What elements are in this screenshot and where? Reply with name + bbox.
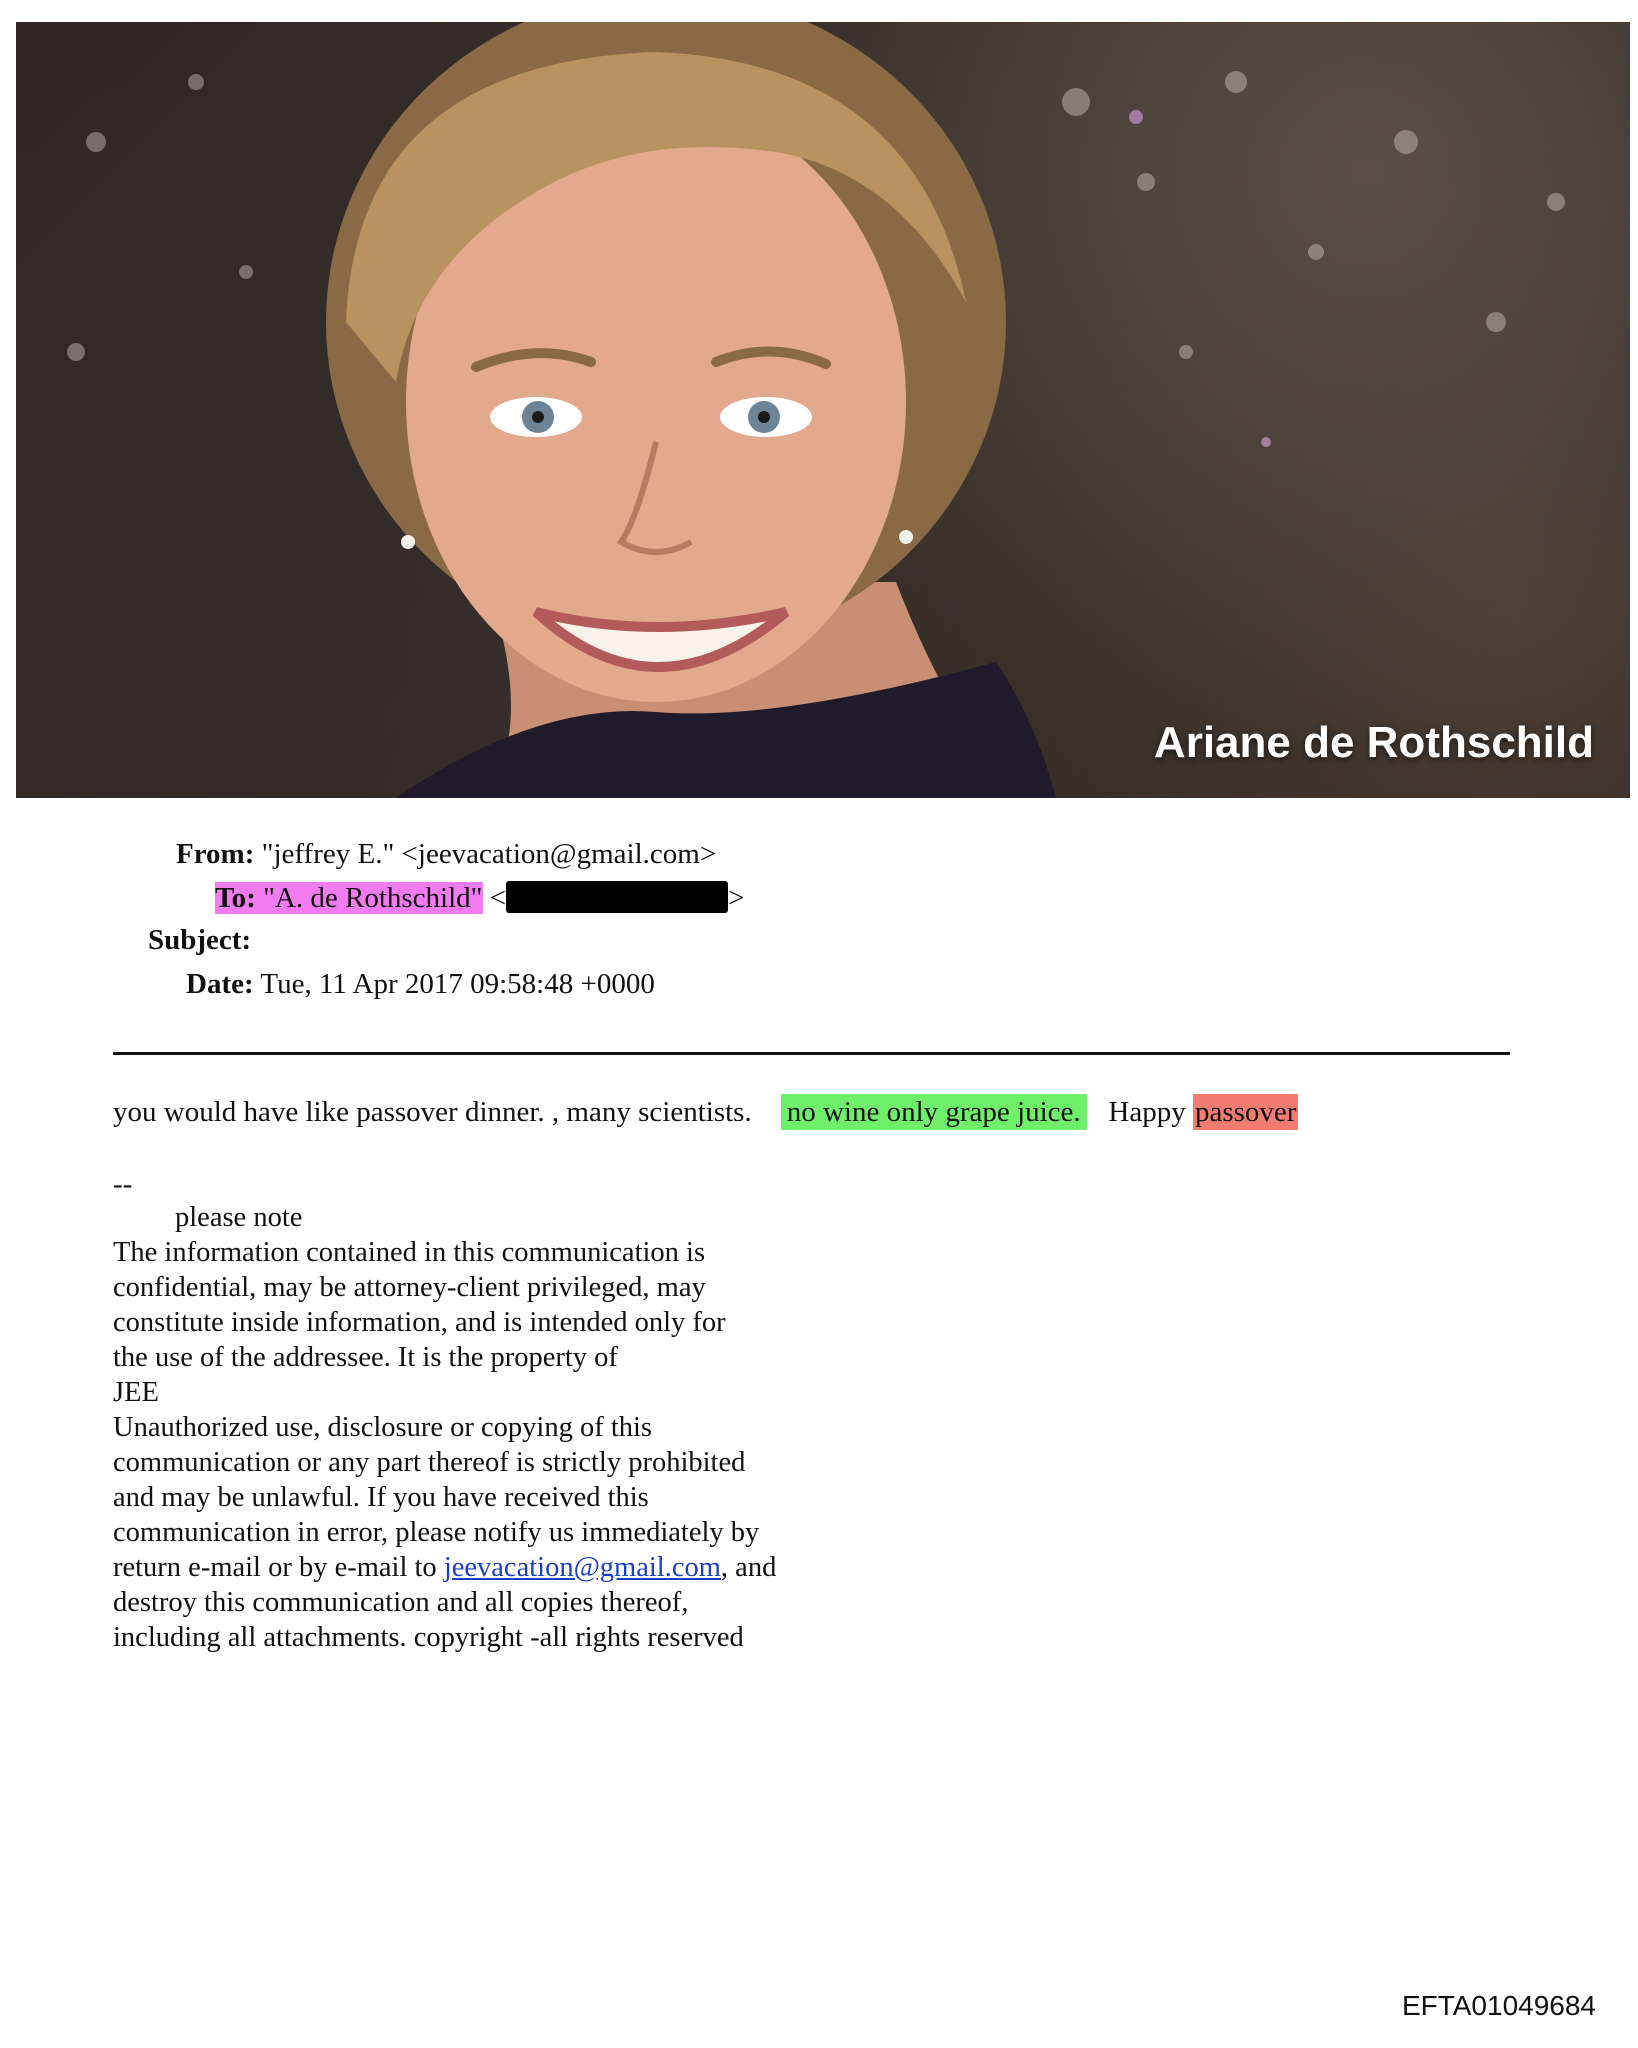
from-row bbox=[176, 838, 716, 871]
to-bracket-close: > bbox=[728, 882, 745, 914]
to-value: "A. de Rothschild" bbox=[263, 882, 483, 914]
portrait-photo bbox=[16, 22, 1630, 798]
signature-separator: -- bbox=[113, 1168, 133, 1200]
document-id: EFTA01049684 bbox=[1401, 1990, 1596, 2021]
note-heading: please note bbox=[175, 1202, 303, 1233]
date-value: Tue, 11 Apr 2017 09:58:48 +0000 bbox=[260, 968, 655, 1000]
confidentiality-disclaimer bbox=[113, 1200, 873, 1655]
highlight-green-text: no wine only grape juice. bbox=[781, 1094, 1087, 1130]
header-divider bbox=[113, 1052, 1510, 1055]
to-highlight bbox=[215, 882, 483, 914]
disclaimer-text-1: The information contained in this communication is confidential, may be attorney-client privileged, may constitute inside information, and is intended only for the use of the addressee. It is the property of JEE Unauthorized use, disclosure or copying of this communication or any part thereof is strictly prohibited and may be unlawful. If you have received this communication in error, please notify us immediately by return e-mail or by e-mail to bbox=[113, 1237, 760, 1583]
disclaimer-email-link[interactable]: jeevacation@gmail.com bbox=[443, 1552, 721, 1583]
from-label: From: bbox=[176, 838, 255, 870]
subject-row bbox=[148, 924, 251, 957]
body-text-1: you would have like passover dinner. , many scientists. bbox=[113, 1096, 752, 1128]
date-row bbox=[186, 968, 655, 1001]
email-body bbox=[113, 1096, 1298, 1129]
subject-label: Subject: bbox=[148, 924, 252, 956]
highlight-red-text: passover bbox=[1194, 1096, 1297, 1128]
redaction-bar bbox=[506, 881, 728, 913]
to-row bbox=[215, 881, 744, 915]
portrait-illustration bbox=[16, 22, 1630, 798]
from-value: "jeffrey E." <jeevacation@gmail.com> bbox=[261, 838, 717, 870]
body-text-2: Happy bbox=[1108, 1096, 1186, 1128]
disclaimer-text-2: , and destroy this communication and all copies thereof, including all attachments. copyright -all rights reserved bbox=[113, 1552, 777, 1653]
photo-caption: Ariane de Rothschild bbox=[1153, 718, 1594, 767]
to-label: To: bbox=[215, 882, 256, 914]
date-label: Date: bbox=[186, 968, 254, 1000]
to-bracket-open: < bbox=[489, 882, 507, 914]
